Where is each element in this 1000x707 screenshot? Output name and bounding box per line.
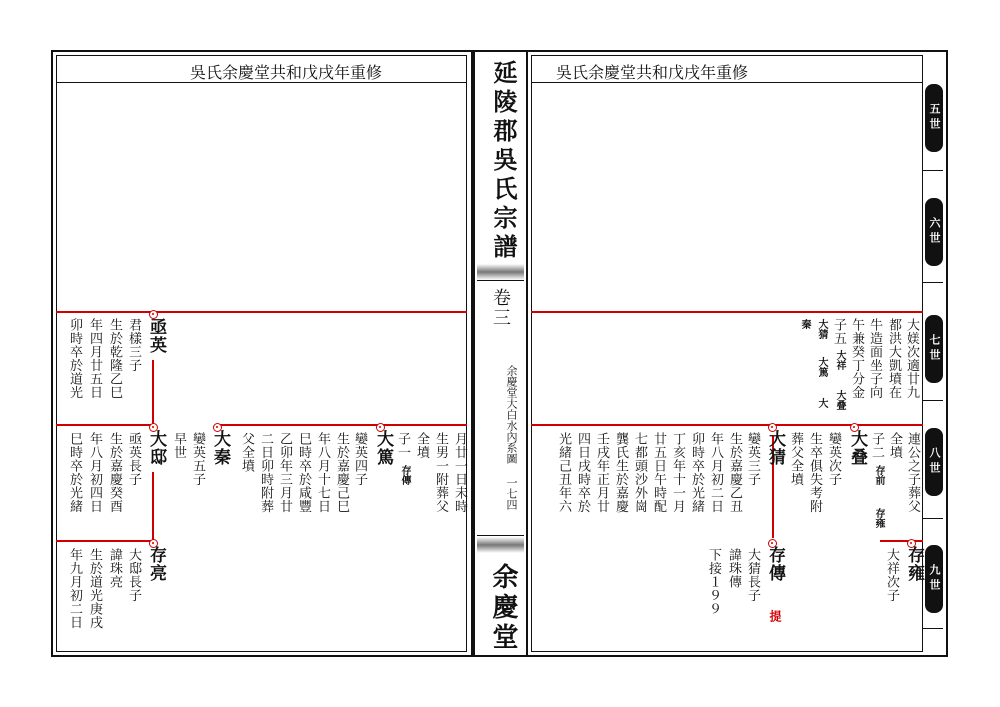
r-chuan-info-2: 諱珠傳 [726, 548, 741, 589]
r-die-info-3: 子二 [869, 432, 884, 459]
l-jiying-info-3: 年四月廿五日 [87, 318, 102, 399]
l-bi-info-3: 年八月初四日 [87, 432, 102, 513]
left-gen9-line [56, 540, 156, 542]
tab-rail-line-1 [923, 170, 943, 171]
l-bi-name: 大邸 [146, 430, 166, 466]
tab-rail-line-2 [923, 282, 943, 283]
r-cai-info-4: 卯時卒於光緒 [689, 432, 704, 513]
l-bi-info-1: 亟英長子 [126, 432, 141, 486]
l-jiying-name: 亟英 [146, 318, 166, 354]
l-qin-name: 大秦 [210, 430, 230, 466]
right-gen8-line [531, 424, 923, 426]
spine-box-rule-bottom [477, 535, 524, 536]
l-du-note-2: 生於嘉慶己巳 [334, 432, 349, 513]
r-g7-col-5: 子五 [831, 318, 846, 345]
r-cai-info-9: 壬戌年正月廿 [594, 432, 609, 513]
l-du-son: 存傳 [399, 465, 410, 485]
r-cai-info-1: 孌英三子 [745, 432, 760, 486]
r-yong-name: 存雍 [904, 546, 924, 582]
tab-generation-6[interactable]: 六世 [925, 198, 943, 266]
tab-rail-line-3 [923, 400, 943, 401]
l-liang-name: 存亮 [146, 546, 166, 582]
r-g7-col-3: 牛造面坐子向 [867, 318, 882, 399]
l-bi-info-2: 生於嘉慶癸酉 [107, 432, 122, 513]
r-g7-son-5: 大 [816, 398, 827, 408]
r-cai-info-8: 龔氏生於嘉慶 [613, 432, 628, 513]
l-liang-info-2: 諱珠亮 [107, 548, 122, 589]
l-du-note-3: 年八月十七日 [315, 432, 330, 513]
r-cai-info-7: 七都頭沙外崗 [632, 432, 647, 513]
r-cai-info-3: 年八月初二日 [708, 432, 723, 513]
l-liang-info-4: 年九月初二日 [67, 548, 82, 629]
l-du-note-5: 乙卯年三月廿 [277, 432, 292, 513]
left-header: 吳氏余慶堂共和戊戌年重修 [190, 63, 383, 82]
tab-generation-5[interactable]: 五世 [925, 84, 943, 152]
tab-generation-8[interactable]: 八世 [925, 428, 943, 496]
left-jiying-descent [152, 360, 154, 430]
r-g7-col-2: 都洪大凱墳在 [886, 318, 901, 399]
tab-rail-line-4 [923, 518, 943, 519]
r-yong-info-1: 大祥次子 [884, 548, 899, 602]
l-liang-info-3: 生於道光庚戌 [87, 548, 102, 629]
r-die-name: 大叠 [847, 430, 867, 466]
spine-divider-bottom [477, 537, 524, 553]
r-g7-son-6: 秦 [799, 319, 810, 329]
r-cai-name: 大猜 [765, 430, 785, 466]
l-bi-info-4: 巳時卒於光緒 [67, 432, 82, 513]
r-cai-info-10: 四日戌時卒於 [575, 432, 590, 513]
r-cai-info-2: 生於嘉慶乙丑 [727, 432, 742, 513]
l-du-note-1: 孌英四子 [352, 432, 367, 486]
spine-hall-name: 余慶堂 [488, 563, 518, 653]
r-chuan-info-1: 大猜長子 [745, 548, 760, 602]
spine-volume: 卷三 [490, 288, 511, 328]
r-die-note-1: 孌英次子 [826, 432, 841, 486]
r-die-son-1: 存前 [873, 465, 884, 485]
r-chuan-info-3: 下接１９９ [706, 548, 721, 616]
spine-box-rule-top [477, 280, 524, 281]
r-chuan-mark: 提 [768, 610, 782, 622]
tab-rail-line-5 [923, 628, 943, 629]
l-jiying-info-4: 卯時卒於道光 [67, 318, 82, 399]
l-qin-info-2: 早世 [171, 432, 186, 459]
l-du-name: 大篤 [373, 430, 393, 466]
r-die-info-1: 連公之子葬父 [905, 432, 920, 513]
left-gen8-line [215, 424, 467, 426]
l-qin-info-1: 孌英五子 [190, 432, 205, 486]
l-jiying-info-2: 生於乾隆乙巳 [107, 318, 122, 399]
l-du-info-3: 全墳 [414, 432, 429, 459]
r-g7-col-1: 大媄次適廿九 [904, 318, 919, 399]
r-die-son-2: 存雍 [873, 508, 884, 528]
l-du-note-7: 父全墳 [239, 432, 254, 473]
r-die-info-2: 全墳 [887, 432, 902, 459]
r-cai-info-5: 丁亥年十一月 [670, 432, 685, 513]
r-die-note-3: 葬父全墳 [788, 432, 803, 486]
l-du-info-2: 生男一附葬父 [433, 432, 448, 513]
right-gen7-line [531, 311, 923, 313]
r-g7-son-3: 大叠 [834, 390, 845, 410]
r-g7-son-1: 大猜 [816, 319, 827, 339]
spine-note: 余慶堂大白水內系圖 一七四 [505, 365, 518, 510]
tab-generation-7[interactable]: 七世 [925, 315, 943, 383]
right-header: 吳氏余慶堂共和戊戌年重修 [556, 63, 749, 82]
l-du-note-4: 巳時卒於咸豐 [296, 432, 311, 513]
l-du-info-1: 月廿一日未時 [452, 432, 467, 513]
r-g7-col-4: 午兼癸丁分金 [849, 318, 864, 399]
l-jiying-info-1: 君樣三子 [126, 318, 141, 372]
r-cai-info-6: 廿五日午時配 [651, 432, 666, 513]
right-gen9-line [880, 540, 923, 542]
r-die-note-2: 生卒俱失考附 [807, 432, 822, 513]
r-cai-info-11: 光緒己丑年六 [556, 432, 571, 513]
r-g7-son-2: 大祥 [834, 350, 845, 370]
left-gen8-line-b [56, 424, 156, 426]
spine-title: 延陵郡吳氏宗譜 [489, 60, 518, 263]
spine-divider-top [477, 264, 524, 280]
r-g7-son-4: 大篤 [816, 357, 827, 377]
l-liang-info-1: 大邸長子 [126, 548, 141, 602]
tab-generation-9[interactable]: 九世 [925, 545, 943, 613]
l-du-note-6: 二日卯時附葬 [258, 432, 273, 513]
left-gen7-line [56, 311, 467, 313]
l-du-info-4: 子一 [395, 432, 410, 459]
r-chuan-name: 存傳 [765, 546, 785, 582]
left-bi-descent [152, 472, 154, 540]
